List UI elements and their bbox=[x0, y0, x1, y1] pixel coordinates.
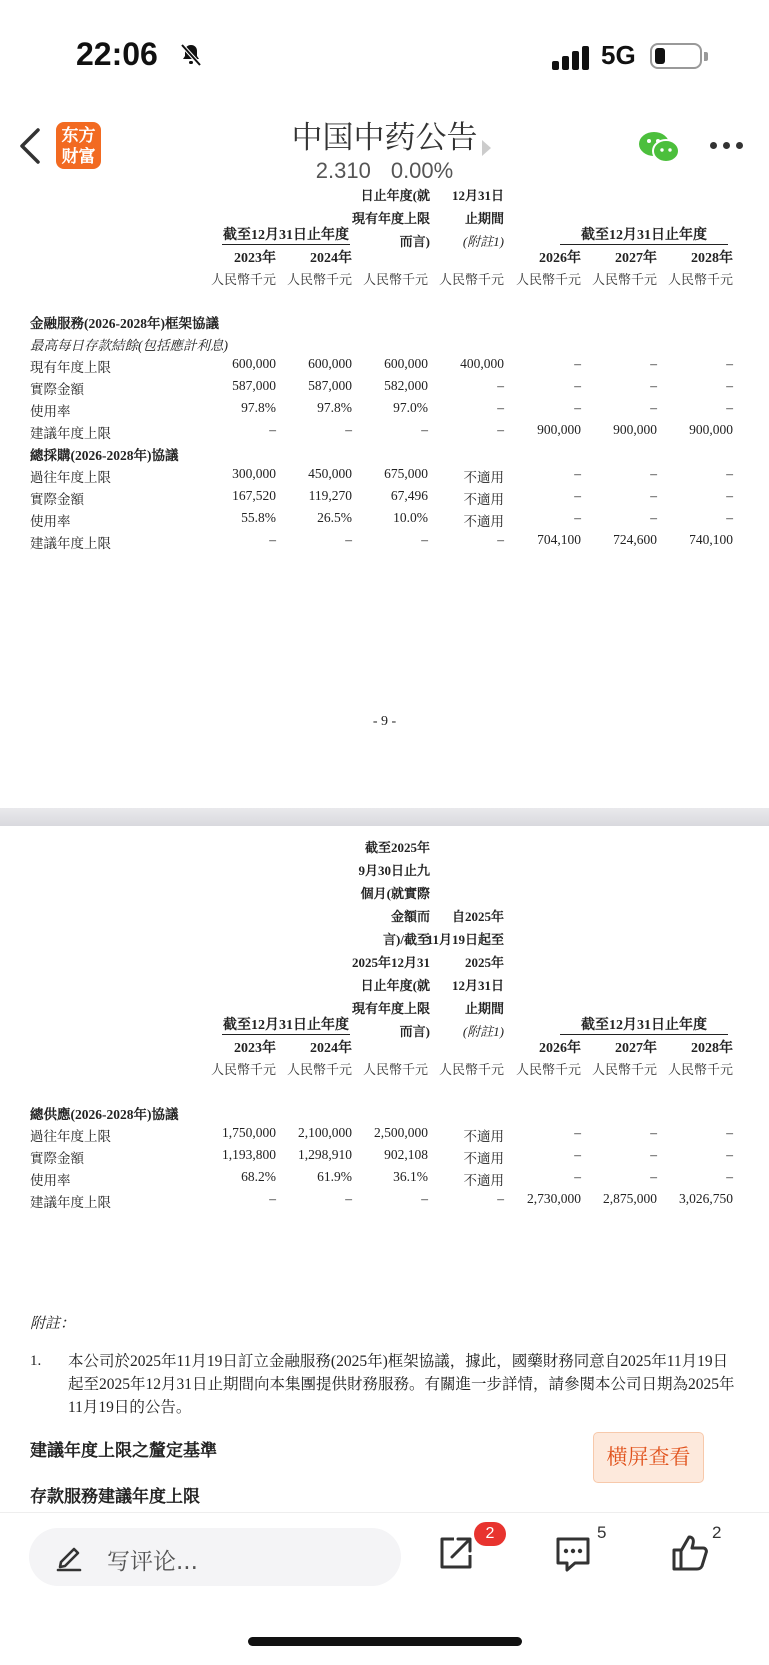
table-cell: 300,000 bbox=[232, 466, 276, 481]
col-header-period bbox=[420, 905, 504, 1043]
unit-label: 人民幣千元 bbox=[438, 272, 504, 287]
table-cell: 740,100 bbox=[689, 532, 733, 547]
table-cell: 67,496 bbox=[390, 488, 428, 503]
table-cell: – bbox=[574, 400, 581, 415]
document-page-10 bbox=[0, 826, 769, 1516]
unit-label: 人民幣千元 bbox=[515, 272, 581, 287]
table-cell: 900,000 bbox=[613, 422, 657, 437]
table-cell: 36.1% bbox=[393, 1169, 428, 1184]
row-label: 過往年度上限 bbox=[30, 470, 111, 485]
table-cell: 119,270 bbox=[308, 488, 352, 503]
table-cell: 不適用 bbox=[463, 1151, 504, 1166]
table-cell: – bbox=[650, 466, 657, 481]
share-button[interactable] bbox=[436, 1533, 480, 1577]
unit-label: 人民幣千元 bbox=[286, 272, 352, 287]
table-cell: 900,000 bbox=[689, 422, 733, 437]
status-time: 22:06 bbox=[76, 36, 158, 72]
header-line: 日止年度(就 bbox=[360, 978, 430, 993]
table-cell: – bbox=[650, 400, 657, 415]
table-cell: – bbox=[574, 466, 581, 481]
table-cell: 97.0% bbox=[393, 400, 428, 415]
row-label: 總供應(2026-2028年)協議 bbox=[30, 1107, 179, 1122]
home-indicator bbox=[248, 1637, 522, 1646]
unit-label: 人民幣千元 bbox=[667, 272, 733, 287]
year-header: 2023年 bbox=[234, 1041, 276, 1056]
row-label: 建議年度上限 bbox=[30, 1195, 111, 1210]
header-line: 日止年度(就 bbox=[360, 188, 430, 203]
table-cell: 不適用 bbox=[463, 1129, 504, 1144]
header-line: 11月19日起至 bbox=[426, 932, 504, 947]
table-cell: – bbox=[574, 1169, 581, 1184]
table-cell: – bbox=[345, 1191, 352, 1206]
group-header-left: 截至12月31日止年度 bbox=[222, 224, 350, 245]
header-line: (附註1) bbox=[462, 1024, 504, 1039]
year-header: 2023年 bbox=[234, 251, 276, 266]
table-cell: – bbox=[726, 400, 733, 415]
header-line: 自2025年 bbox=[451, 909, 504, 924]
table-cell: – bbox=[726, 1169, 733, 1184]
table-cell: – bbox=[497, 422, 504, 437]
pencil-icon bbox=[55, 1542, 83, 1577]
table-cell: 3,026,750 bbox=[679, 1191, 733, 1206]
more-icon[interactable] bbox=[710, 142, 744, 150]
unit-label: 人民幣千元 bbox=[210, 1062, 276, 1077]
table-cell: 587,000 bbox=[232, 378, 276, 393]
header-line: 個月(就實際 bbox=[360, 886, 430, 901]
table-cell: – bbox=[497, 1191, 504, 1206]
comments-button[interactable] bbox=[553, 1533, 597, 1577]
table-cell: – bbox=[574, 1147, 581, 1162]
row-label: 實際金額 bbox=[30, 1151, 84, 1166]
table-cell: 55.8% bbox=[241, 510, 276, 525]
section-heading: 建議年度上限之釐定基準 bbox=[30, 1441, 217, 1460]
table-cell: 400,000 bbox=[460, 356, 504, 371]
table-cell: – bbox=[726, 466, 733, 481]
table-cell: – bbox=[574, 356, 581, 371]
row-label: 現有年度上限 bbox=[30, 360, 111, 375]
header-line: 言)/截至 bbox=[383, 932, 430, 947]
page-title: 中国中药公告 bbox=[291, 120, 478, 155]
table-cell: – bbox=[269, 532, 276, 547]
table-cell: – bbox=[650, 510, 657, 525]
table-cell: – bbox=[345, 532, 352, 547]
header-line: 2025年12月31 bbox=[351, 955, 430, 970]
table-cell: 167,520 bbox=[232, 488, 276, 503]
table-cell: – bbox=[650, 356, 657, 371]
table-cell: – bbox=[497, 400, 504, 415]
header-line: 9月30日止九 bbox=[358, 863, 430, 878]
table-cell: – bbox=[497, 532, 504, 547]
table-cell: – bbox=[650, 1147, 657, 1162]
header-line: 2025年 bbox=[464, 955, 504, 970]
unit-label: 人民幣千元 bbox=[667, 1062, 733, 1077]
like-button[interactable] bbox=[670, 1533, 714, 1577]
header-line: 12月31日 bbox=[451, 978, 504, 993]
notes-title: 附註： bbox=[30, 1316, 76, 1332]
like-count: 2 bbox=[712, 1523, 722, 1542]
header-line: 12月31日 bbox=[451, 188, 504, 203]
row-label: 實際金額 bbox=[30, 492, 84, 507]
table-cell: 97.8% bbox=[241, 400, 276, 415]
table-cell: – bbox=[650, 488, 657, 503]
landscape-view-button[interactable]: 横屏查看 bbox=[593, 1432, 704, 1483]
table-cell: – bbox=[421, 532, 428, 547]
table-cell: – bbox=[269, 422, 276, 437]
year-header: 2026年 bbox=[539, 251, 581, 266]
table-cell: 不適用 bbox=[463, 470, 504, 485]
year-header: 2028年 bbox=[691, 251, 733, 266]
unit-label: 人民幣千元 bbox=[362, 272, 428, 287]
table-cell: 1,193,800 bbox=[222, 1147, 276, 1162]
group-header-left: 截至12月31日止年度 bbox=[222, 1014, 350, 1035]
table-cell: – bbox=[421, 422, 428, 437]
row-label: 使用率 bbox=[30, 404, 71, 419]
section-heading: 存款服務建議年度上限 bbox=[30, 1487, 200, 1506]
wechat-icon[interactable] bbox=[638, 130, 680, 169]
header-line: 止期間 bbox=[464, 211, 504, 226]
stock-price: 2.310 bbox=[315, 158, 371, 183]
year-header: 2026年 bbox=[539, 1041, 581, 1056]
logo-line-1: 东方 bbox=[61, 126, 96, 145]
table-cell: 61.9% bbox=[317, 1169, 352, 1184]
year-header: 2024年 bbox=[310, 1041, 352, 1056]
header-line: 截至2025年 bbox=[364, 840, 430, 855]
share-badge: 2 bbox=[474, 1522, 506, 1546]
unit-label: 人民幣千元 bbox=[210, 272, 276, 287]
row-label: 建議年度上限 bbox=[30, 426, 111, 441]
note-number: 1. bbox=[30, 1353, 42, 1369]
table-cell: – bbox=[574, 488, 581, 503]
document-page-9 bbox=[0, 190, 769, 808]
comment-count: 5 bbox=[597, 1523, 607, 1542]
row-label: 實際金額 bbox=[30, 382, 84, 397]
header-line: 而言) bbox=[399, 1024, 430, 1039]
table-cell: 1,298,910 bbox=[298, 1147, 352, 1162]
group-header-right: 截至12月31日止年度 bbox=[560, 1014, 728, 1035]
year-header: 2027年 bbox=[615, 1041, 657, 1056]
table-cell: 587,000 bbox=[308, 378, 352, 393]
header-line: 而言) bbox=[399, 234, 430, 249]
table-cell: – bbox=[726, 378, 733, 393]
header-line: 止期間 bbox=[464, 1001, 504, 1016]
row-label: 使用率 bbox=[30, 1173, 71, 1188]
signal-icon bbox=[552, 44, 592, 70]
table-cell: 2,500,000 bbox=[374, 1125, 428, 1140]
table-cell: 600,000 bbox=[232, 356, 276, 371]
unit-label: 人民幣千元 bbox=[362, 1062, 428, 1077]
note-text: 本公司於2025年11月19日訂立金融服務(2025年)框架協議，據此，國藥財務同意自2025年11月19日起至2025年12月31日止期間向本集團提供財務服務。有關進一步詳情，請參閱本公司日期為2025年11月19日的公告。 bbox=[68, 1353, 735, 1416]
col-header-current bbox=[330, 836, 430, 1043]
table-cell: 97.8% bbox=[317, 400, 352, 415]
table-cell: – bbox=[650, 1125, 657, 1140]
page-separator bbox=[0, 808, 769, 826]
comment-input[interactable] bbox=[29, 1528, 401, 1586]
unit-label: 人民幣千元 bbox=[591, 1062, 657, 1077]
table-cell: 724,600 bbox=[613, 532, 657, 547]
table-cell: – bbox=[726, 1125, 733, 1140]
row-label: 建議年度上限 bbox=[30, 536, 111, 551]
table-cell: – bbox=[574, 378, 581, 393]
table-cell: – bbox=[574, 510, 581, 525]
row-label: 總採購(2026-2028年)協議 bbox=[30, 448, 179, 463]
table-cell: – bbox=[726, 510, 733, 525]
table-cell: – bbox=[497, 378, 504, 393]
table-cell: 10.0% bbox=[393, 510, 428, 525]
col-header-period bbox=[420, 184, 504, 253]
table-cell: 450,000 bbox=[308, 466, 352, 481]
network-type: 5G bbox=[601, 40, 636, 70]
header-line: 金額而 bbox=[390, 909, 430, 924]
table-cell: 2,100,000 bbox=[298, 1125, 352, 1140]
share-icon bbox=[436, 1533, 476, 1573]
table-cell: 704,100 bbox=[537, 532, 581, 547]
table-cell: 不適用 bbox=[463, 1173, 504, 1188]
logo-line-2: 财富 bbox=[61, 147, 96, 166]
table-cell: – bbox=[650, 378, 657, 393]
bell-muted-icon bbox=[178, 42, 204, 73]
table-cell: – bbox=[726, 356, 733, 371]
year-header: 2028年 bbox=[691, 1041, 733, 1056]
row-label: 使用率 bbox=[30, 514, 71, 529]
table-cell: 2,875,000 bbox=[603, 1191, 657, 1206]
header-line: 現有年度上限 bbox=[351, 1001, 430, 1016]
row-label: 過往年度上限 bbox=[30, 1129, 111, 1144]
status-bar bbox=[0, 0, 769, 100]
unit-label: 人民幣千元 bbox=[438, 1062, 504, 1077]
group-header-right: 截至12月31日止年度 bbox=[560, 224, 728, 245]
table-cell: 675,000 bbox=[384, 466, 428, 481]
table-cell: – bbox=[650, 1169, 657, 1184]
row-label: 金融服務(2026-2028年)框架協議 bbox=[30, 316, 219, 331]
table-cell: 902,108 bbox=[384, 1147, 428, 1162]
unit-label: 人民幣千元 bbox=[286, 1062, 352, 1077]
page-number: - 9 - bbox=[372, 714, 397, 729]
thumbs-up-icon bbox=[670, 1533, 710, 1573]
table-cell: 2,730,000 bbox=[527, 1191, 581, 1206]
table-cell: – bbox=[269, 1191, 276, 1206]
year-header: 2024年 bbox=[310, 251, 352, 266]
table-cell: 26.5% bbox=[317, 510, 352, 525]
table-cell: – bbox=[726, 1147, 733, 1162]
header-line: (附註1) bbox=[462, 234, 504, 249]
table-cell: 582,000 bbox=[384, 378, 428, 393]
app-header bbox=[0, 100, 769, 190]
table-cell: 900,000 bbox=[537, 422, 581, 437]
year-header: 2027年 bbox=[615, 251, 657, 266]
row-label: 最高每日存款結餘(包括應計利息) bbox=[30, 338, 228, 353]
table-cell: 68.2% bbox=[241, 1169, 276, 1184]
stock-change: 0.00% bbox=[390, 158, 454, 183]
table-cell: 600,000 bbox=[308, 356, 352, 371]
battery-icon bbox=[650, 43, 702, 69]
table-cell: 600,000 bbox=[384, 356, 428, 371]
table-cell: – bbox=[345, 422, 352, 437]
table-cell: 不適用 bbox=[463, 492, 504, 507]
unit-label: 人民幣千元 bbox=[515, 1062, 581, 1077]
table-cell: 1,750,000 bbox=[222, 1125, 276, 1140]
table-cell: – bbox=[574, 1125, 581, 1140]
header-line: 現有年度上限 bbox=[351, 211, 430, 226]
unit-label: 人民幣千元 bbox=[591, 272, 657, 287]
comment-placeholder: 写评论... bbox=[107, 1549, 198, 1575]
table-cell: – bbox=[726, 488, 733, 503]
triangle-right-icon[interactable] bbox=[482, 140, 491, 156]
col-header-current bbox=[340, 184, 430, 253]
table-cell: – bbox=[421, 1191, 428, 1206]
comment-icon bbox=[553, 1533, 593, 1573]
table-cell: 不適用 bbox=[463, 514, 504, 529]
